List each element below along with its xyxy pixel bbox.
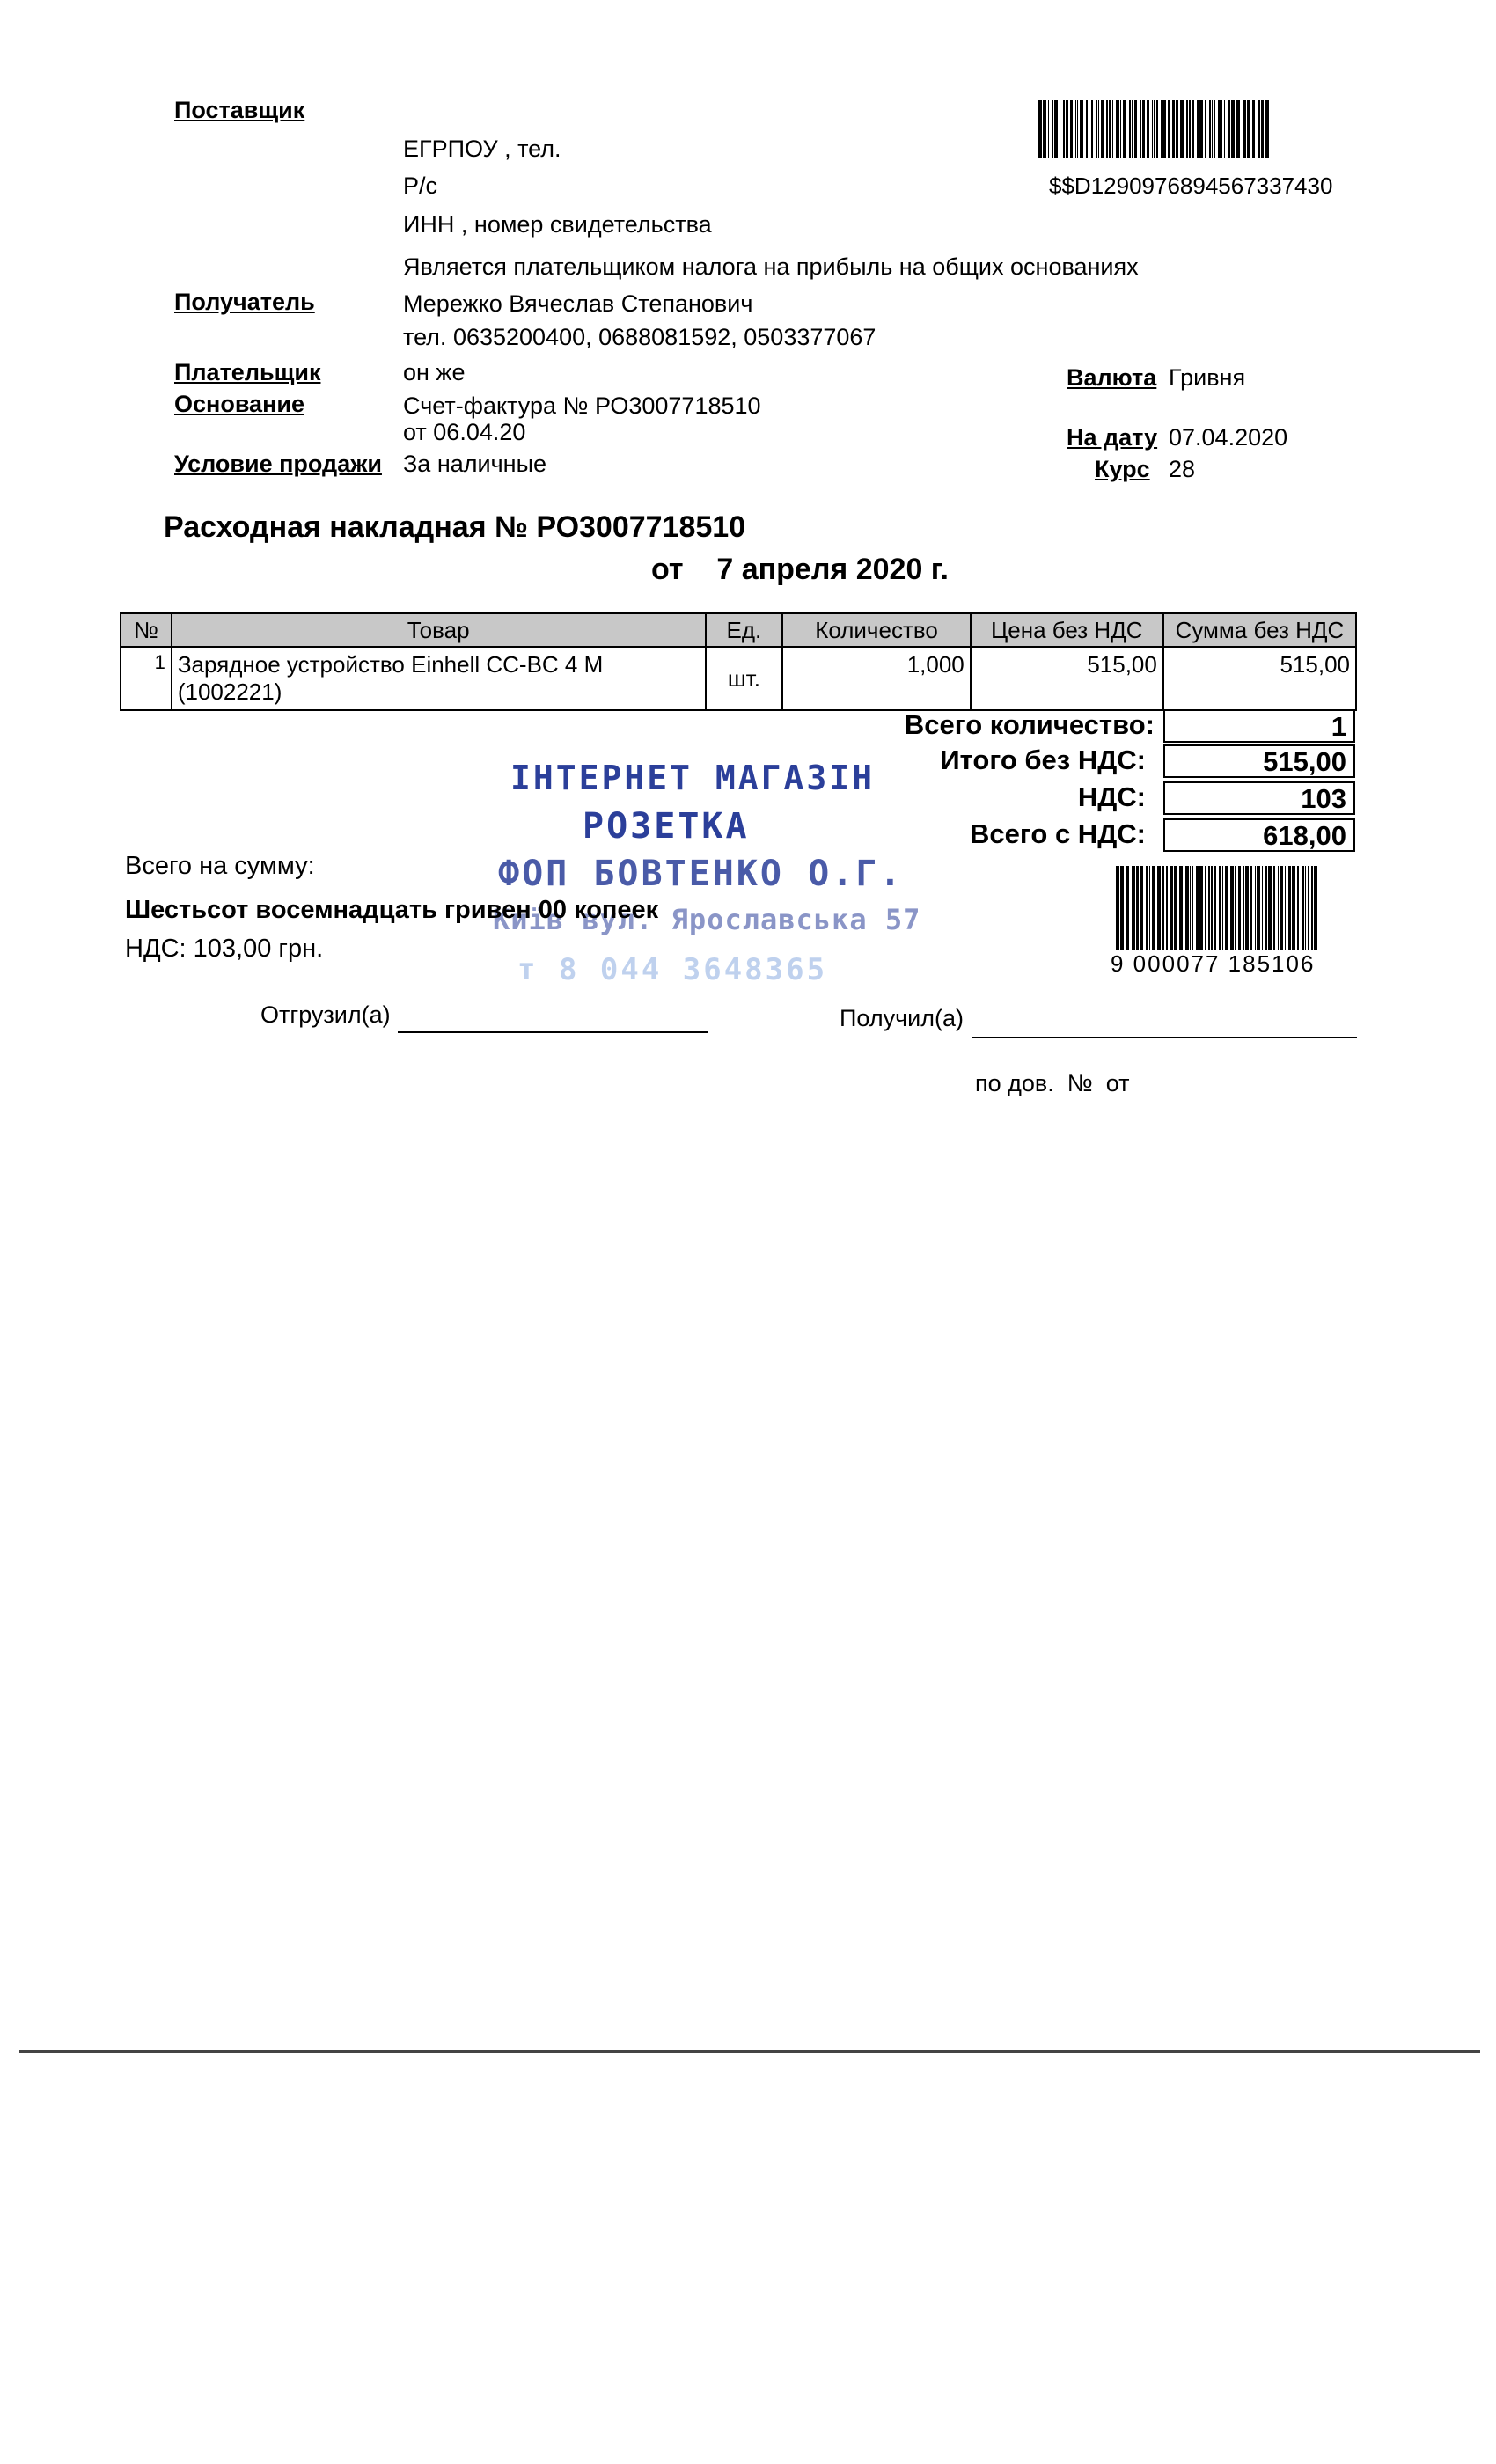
- col-header-unit: Ед.: [706, 613, 783, 647]
- rate-value: 28: [1169, 456, 1196, 482]
- barcode-top-text: $$D1290976894567337430: [1049, 172, 1333, 199]
- currency-label: Валюта: [1067, 364, 1157, 391]
- received-by-label: Получил(а): [840, 1005, 964, 1031]
- barcode-bottom-text: 9 000077 185106: [1111, 950, 1316, 977]
- total-gross-label: Всего с НДС:: [970, 818, 1146, 849]
- supplier-line3: ИНН , номер свидетельства: [403, 211, 712, 238]
- col-header-number: №: [121, 613, 172, 647]
- shipped-by-line: [398, 1031, 708, 1033]
- currency-value: Гривня: [1169, 364, 1246, 391]
- row-price: 515,00: [971, 647, 1163, 710]
- col-header-qty: Количество: [782, 613, 971, 647]
- on-date-label: На дату: [1067, 424, 1158, 451]
- payer-label: Плательщик: [174, 359, 321, 385]
- supplier-line4: Является плательщиком налога на прибыль на общих основаниях: [403, 253, 1139, 280]
- page-edge-line: [19, 2050, 1480, 2053]
- row-item: [172, 647, 706, 710]
- col-header-price: Цена без НДС: [971, 613, 1163, 647]
- total-net-label: Итого без НДС:: [940, 744, 1146, 775]
- rate-label: Курс: [1095, 456, 1150, 482]
- sale-condition-label: Условие продажи: [174, 451, 382, 477]
- total-gross-value: 618,00: [1163, 818, 1355, 852]
- shop-stamp-line2: РОЗЕТКА: [583, 806, 750, 847]
- row-qty: 1,000: [782, 647, 971, 710]
- barcode-bottom: [1116, 866, 1325, 950]
- row-number: 1: [121, 647, 172, 710]
- recipient-name: Мережко Вячеслав Степанович: [403, 290, 753, 317]
- on-date-value: 07.04.2020: [1169, 424, 1288, 451]
- row-item-name: Зарядное устройство Einhell CC-BC 4 M: [177, 651, 604, 678]
- received-by-line: [972, 1037, 1357, 1038]
- col-header-sum: Сумма без НДС: [1163, 613, 1356, 647]
- shop-stamp-line1: ІНТЕРНЕТ МАГАЗІН: [510, 759, 876, 797]
- supplier-line2: Р/с: [403, 172, 438, 199]
- document-title: Расходная накладная № РО3007718510: [164, 510, 746, 544]
- shop-stamp-line3: ФОП БОВТЕНКО О.Г.: [498, 854, 904, 894]
- basis-date: от 06.04.20: [403, 419, 526, 445]
- supplier-line1: ЕГРПОУ , тел.: [403, 136, 561, 162]
- proxy-label: по дов. № от: [975, 1070, 1130, 1096]
- basis-value: Счет-фактура № РО3007718510: [403, 392, 761, 419]
- document-date: от 7 апреля 2020 г.: [651, 553, 950, 586]
- total-vat-label: НДС:: [1077, 781, 1146, 812]
- row-unit: шт.: [706, 647, 783, 710]
- supplier-label: Поставщик: [174, 97, 305, 123]
- amount-label: Всего на сумму:: [125, 852, 315, 880]
- table-row: [121, 647, 1356, 710]
- row-sum: 515,00: [1163, 647, 1356, 710]
- recipient-phones: тел. 0635200400, 0688081592, 0503377067: [403, 324, 876, 350]
- payer-value: он же: [403, 359, 466, 385]
- total-qty-label: Всего количество:: [904, 709, 1155, 740]
- items-table: [120, 612, 1357, 711]
- shop-stamp-line4: Київ вул. Ярославська 57: [493, 903, 921, 936]
- shipped-by-label: Отгрузил(а): [260, 1001, 391, 1028]
- shop-stamp-line5: т 8 044 3648365: [517, 952, 828, 987]
- sale-condition-value: За наличные: [403, 451, 546, 477]
- barcode-top: [1038, 100, 1332, 158]
- total-qty-value: 1: [1163, 709, 1355, 743]
- recipient-label: Получатель: [174, 289, 315, 315]
- total-net-value: 515,00: [1163, 744, 1355, 778]
- col-header-item: Товар: [172, 613, 706, 647]
- amount-vat: НДС: 103,00 грн.: [125, 935, 324, 963]
- amount-words: Шестьсот восемнадцать гривен 00 копеек: [125, 896, 659, 924]
- row-item-code: (1002221): [177, 678, 282, 705]
- basis-label: Основание: [174, 391, 304, 417]
- total-vat-value: 103: [1163, 781, 1355, 815]
